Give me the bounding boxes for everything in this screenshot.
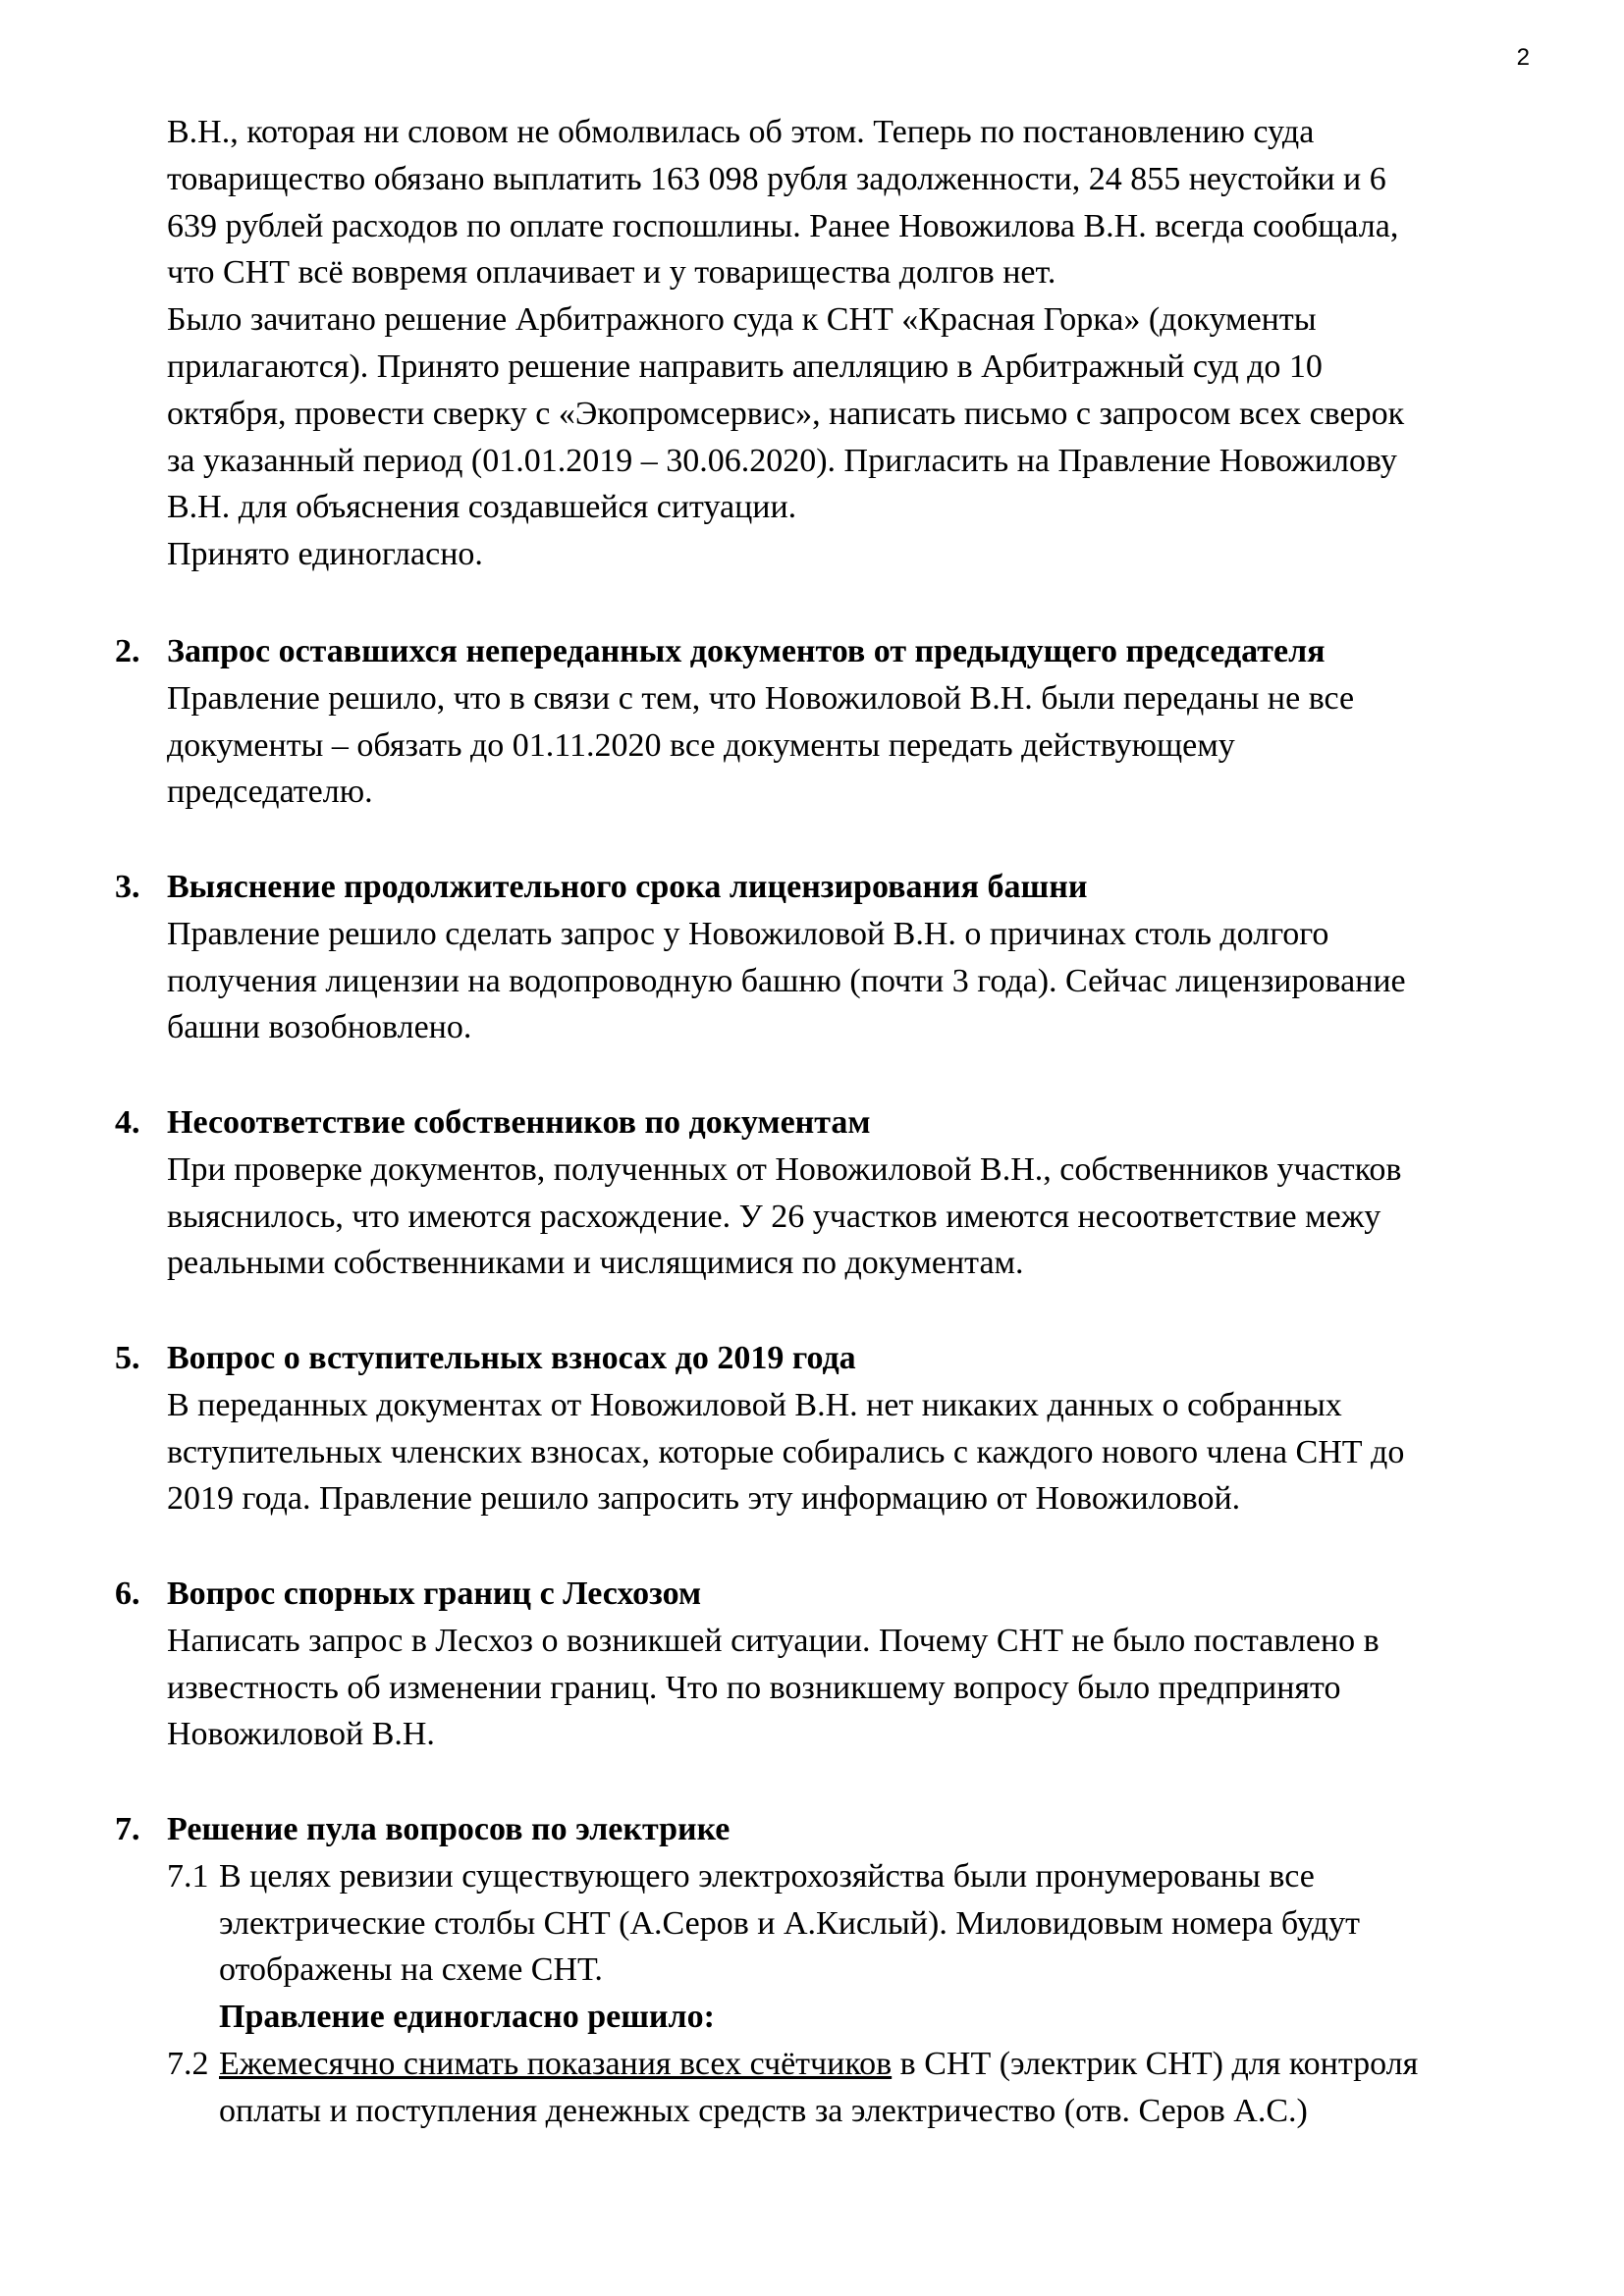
text-line: При проверке документов, полученных от Новожиловой В.Н., собственников участков — [167, 1150, 1402, 1188]
subitem-7-1 — [115, 1853, 1539, 1994]
text-line: выяснилось, что имеются расхождение. У 26 участков имеются несоответствие межу — [167, 1198, 1381, 1235]
text-line: башни возобновлено. — [167, 1009, 472, 1046]
text-line: 2019 года. Правление решило запросить эту информацию от Новожиловой. — [167, 1480, 1241, 1518]
text-line: В целях ревизии существующего электрохозяйства были пронумерованы все — [219, 1857, 1315, 1895]
underlined-text: Ежемесячно снимать показания всех счётчиков — [219, 2045, 893, 2082]
text-line: электрические столбы СНТ (А.Серов и А.Кислый). Миловидовым номера будут — [219, 1904, 1360, 1942]
text-line: реальными собственниками и числящимися по документам. — [167, 1245, 1024, 1282]
subitem-number: 7.1 — [167, 1857, 209, 1895]
section-title: Несоответствие собственников по документам — [167, 1104, 871, 1141]
text-line: отображены на схеме СНТ. — [219, 1951, 603, 1989]
page-number: 2 — [1516, 44, 1530, 71]
subitem-first-line — [115, 2041, 1539, 2088]
text-line: В переданных документах от Новожиловой В.Н. нет никаких данных о собранных — [167, 1386, 1342, 1423]
section-body — [115, 1147, 1539, 1287]
text-line: что СНТ всё вовремя оплачивает и у товарищества долгов нет. — [167, 254, 1056, 292]
decision-heading: Правление единогласно решило: — [219, 1999, 715, 2036]
section-number: 3. — [115, 869, 140, 905]
subitem-7-2 — [115, 2041, 1539, 2135]
text-line: известность об изменении границ. Что по возникшему вопросу было предпринято — [167, 1669, 1341, 1706]
intro-paragraph — [167, 109, 1542, 578]
section-title: Выяснение продолжительного срока лицензирования башни — [167, 869, 1088, 905]
section-body — [115, 1382, 1539, 1522]
section-heading — [115, 628, 1539, 675]
section-heading — [115, 1806, 1539, 1853]
text-line: за указанный период (01.01.2019 – 30.06.2020). Пригласить на Правление Новожилову — [167, 442, 1397, 479]
section-number: 6. — [115, 1575, 140, 1612]
subitem-number: 7.2 — [167, 2045, 209, 2082]
section-heading — [115, 1099, 1539, 1147]
section-body — [115, 1618, 1539, 1758]
text-line: товарищество обязано выплатить 163 098 рубля задолженности, 24 855 неустойки и 6 — [167, 160, 1386, 197]
section-number: 4. — [115, 1104, 140, 1141]
section-title: Вопрос о вступительных взносах до 2019 года — [167, 1340, 856, 1376]
section-title: Вопрос спорных границ с Лесхозом — [167, 1575, 702, 1612]
section-3 — [115, 864, 1539, 1051]
section-heading — [115, 864, 1539, 911]
section-number: 2. — [115, 633, 140, 669]
text-line: В.Н. для объяснения создавшейся ситуации. — [167, 489, 797, 526]
text-line: Было зачитано решение Арбитражного суда к СНТ «Красная Горка» (документы — [167, 301, 1317, 339]
section-2 — [115, 628, 1539, 816]
text-line: Правление решило, что в связи с тем, что Новожиловой В.Н. были переданы не все — [167, 679, 1355, 717]
text-line: октября, провести сверку с «Экопромсервис», написать письмо с запросом всех сверок — [167, 395, 1405, 432]
text-line: в СНТ (электрик СНТ) для контроля — [892, 2045, 1419, 2082]
text-line: В.Н., которая ни словом не обмолвилась об этом. Теперь по постановлению суда — [167, 114, 1315, 150]
text-line: получения лицензии на водопроводную башню (почти 3 года). Сейчас лицензирование — [167, 962, 1406, 999]
text-line: Правление решило сделать запрос у Новожиловой В.Н. о причинах столь долгого — [167, 915, 1329, 952]
section-body — [115, 675, 1539, 816]
text-line: 639 рублей расходов по оплате госпошлины. Ранее Новожилова В.Н. всегда сообщала, — [167, 207, 1399, 244]
text-line: вступительных членских взносах, которые собирались с каждого нового члена СНТ до — [167, 1433, 1405, 1470]
section-7 — [115, 1806, 1539, 2135]
section-5 — [115, 1335, 1539, 1522]
text-line: председателю. — [167, 774, 373, 811]
text-line: оплаты и поступления денежных средств за электричество (отв. Серов А.С.) — [219, 2092, 1308, 2129]
section-title: Решение пула вопросов по электрике — [167, 1811, 731, 1847]
section-number: 5. — [115, 1340, 140, 1376]
section-body — [115, 911, 1539, 1051]
text-line: Новожиловой В.Н. — [167, 1716, 435, 1753]
section-heading — [115, 1571, 1539, 1618]
subitem-first-line — [115, 1853, 1539, 1900]
text-line: прилагаются). Принято решение направить апелляцию в Арбитражный суд до 10 — [167, 347, 1323, 385]
section-title: Запрос оставшихся непереданных документов от предыдущего председателя — [167, 633, 1326, 669]
text-line: Принято единогласно. — [167, 536, 483, 573]
section-6 — [115, 1571, 1539, 1758]
text-line: документы – обязать до 01.11.2020 все документы передать действующему — [167, 726, 1235, 764]
section-4 — [115, 1099, 1539, 1287]
text-line: Написать запрос в Лесхоз о возникшей ситуации. Почему СНТ не было поставлено в — [167, 1622, 1380, 1659]
section-number: 7. — [115, 1811, 140, 1847]
section-heading — [115, 1335, 1539, 1382]
